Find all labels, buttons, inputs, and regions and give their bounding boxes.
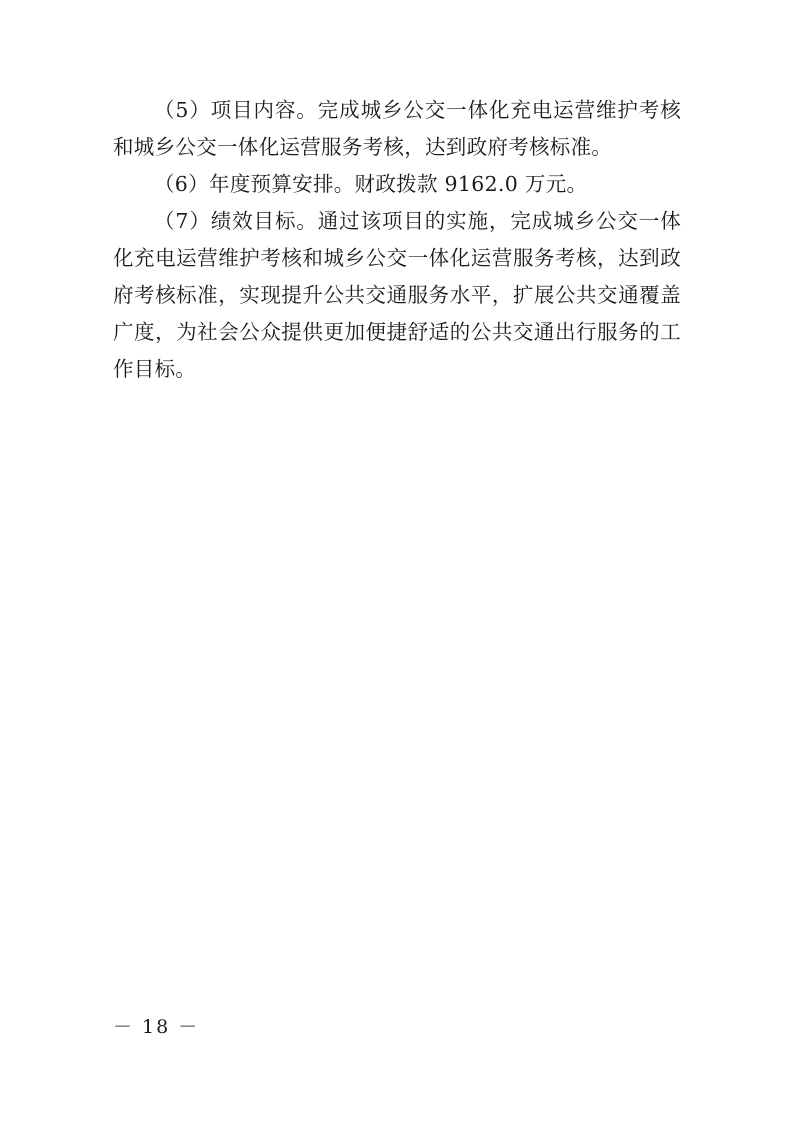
paragraph-performance-target: （7）绩效目标。通过该项目的实施，完成城乡公交一体化充电运营维护考核和城乡公交一体化运营服务考核，达到政府考核标准，实现提升公共交通服务水平，扩展公共交通覆盖广度，为社会公众提供更加便捷舒适的公共交通出行服务的工作目标。 — [113, 209, 681, 381]
page-footer — [113, 1012, 681, 1039]
document-body — [113, 92, 681, 388]
paragraph-project-content: （5）项目内容。完成城乡公交一体化充电运营维护考核和城乡公交一体化运营服务考核，达到政府考核标准。 — [113, 98, 681, 159]
page-number: － 18 － — [113, 1016, 200, 1038]
paragraph-annual-budget: （6）年度预算安排。财政拨款 9162.0 万元。 — [154, 172, 588, 196]
